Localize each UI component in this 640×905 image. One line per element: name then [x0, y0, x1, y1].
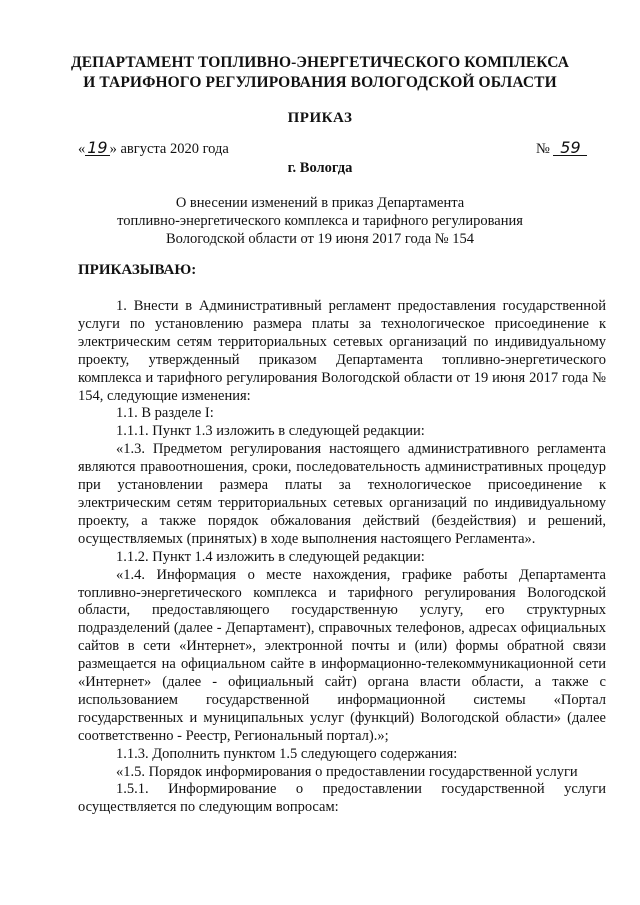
document-type: ПРИКАЗ: [287, 110, 353, 126]
document-body: [78, 298, 606, 817]
number-value-handwritten: 59: [553, 140, 587, 156]
paragraph-1-1-2: 1.1.2. Пункт 1.4 изложить в следующей редакции:: [116, 548, 425, 565]
paragraph-item-1-5: «1.5. Порядок информирования о предоставлении государственной услуги: [116, 763, 578, 780]
city: г. Вологда: [287, 160, 353, 176]
subject-line-3: Вологодской области от 19 июня 2017 года № 154: [166, 231, 474, 247]
subject-line-2: топливно-энергетического комплекса и тарифного регулирования: [117, 213, 523, 229]
document-number: [536, 140, 587, 158]
number-label: №: [536, 141, 550, 157]
paragraph-item-1-3: «1.3. Предметом регулирования настоящего административного регламента являются правоотношения, сроки, последовательность административных процедур при установлении размера платы за технологическое присоединение к электрическим сетям территориальных сетевых организаций по индивидуальному проекту, а также порядок обжалования действий (бездействия) и решений, осуществляемых (принятых) в ходе выполнения настоящего Регламента».: [78, 441, 606, 547]
paragraph-item-1-4: «1.4. Информация о месте нахождения, графике работы Департамента топливно-энергетического комплекса и тарифного регулирования Вологодской области, предоставляющего государственную услугу, его структурных подразделений (далее - Департамент), справочных телефонов, адресах официальных сайтов в сети «Интернет», электронной почты и (или) формы обратной связи размещается на официальном сайте в информационно-телекоммуникационной сети «Интернет» (далее - официальный сайт) органа власти области, а также с использованием государственной информационной системы «Портал государственных и муниципальных услуг (функций) Вологодской области» (далее соответственно - Реестр, Региональный портал).»;: [78, 566, 606, 744]
department-title-line-1: ДЕПАРТАМЕНТ ТОПЛИВНО-ЭНЕРГЕТИЧЕСКОГО КОМПЛЕКСА: [70, 54, 570, 71]
paragraph-1: 1. Внести в Административный регламент предоставления государственной услуги по установлению размера платы за технологическое присоединение к электрическим сетям территориальных сетевых организаций по индивидуальному проекту, утвержденный приказом Департамента топливно-энергетического комплекса и тарифного регулирования Вологодской области от 19 июня 2017 года № 154, следующие изменения:: [78, 298, 606, 404]
paragraph-item-1-5-1: 1.5.1. Информирование о предоставлении государственной услуги осуществляется по следующим вопросам:: [78, 781, 606, 816]
date-quote-close: »: [109, 141, 117, 157]
date-quote-open: «: [78, 141, 86, 157]
paragraph-1-1-3: 1.1.3. Дополнить пунктом 1.5 следующего содержания:: [116, 745, 458, 762]
paragraph-1-1: 1.1. В разделе I:: [116, 405, 214, 422]
department-title-line-2: И ТАРИФНОГО РЕГУЛИРОВАНИЯ ВОЛОГОДСКОЙ ОБЛАСТИ: [83, 74, 557, 91]
document-subject: [0, 194, 640, 248]
document-date: [78, 140, 229, 158]
paragraph-1-1-1: 1.1.1. Пункт 1.3 изложить в следующей редакции:: [116, 423, 425, 440]
decree-heading: ПРИКАЗЫВАЮ:: [78, 262, 197, 278]
date-day-handwritten: 19: [87, 138, 108, 157]
subject-line-1: О внесении изменений в приказ Департамента: [175, 195, 465, 211]
date-rest: августа 2020 года: [120, 141, 229, 157]
